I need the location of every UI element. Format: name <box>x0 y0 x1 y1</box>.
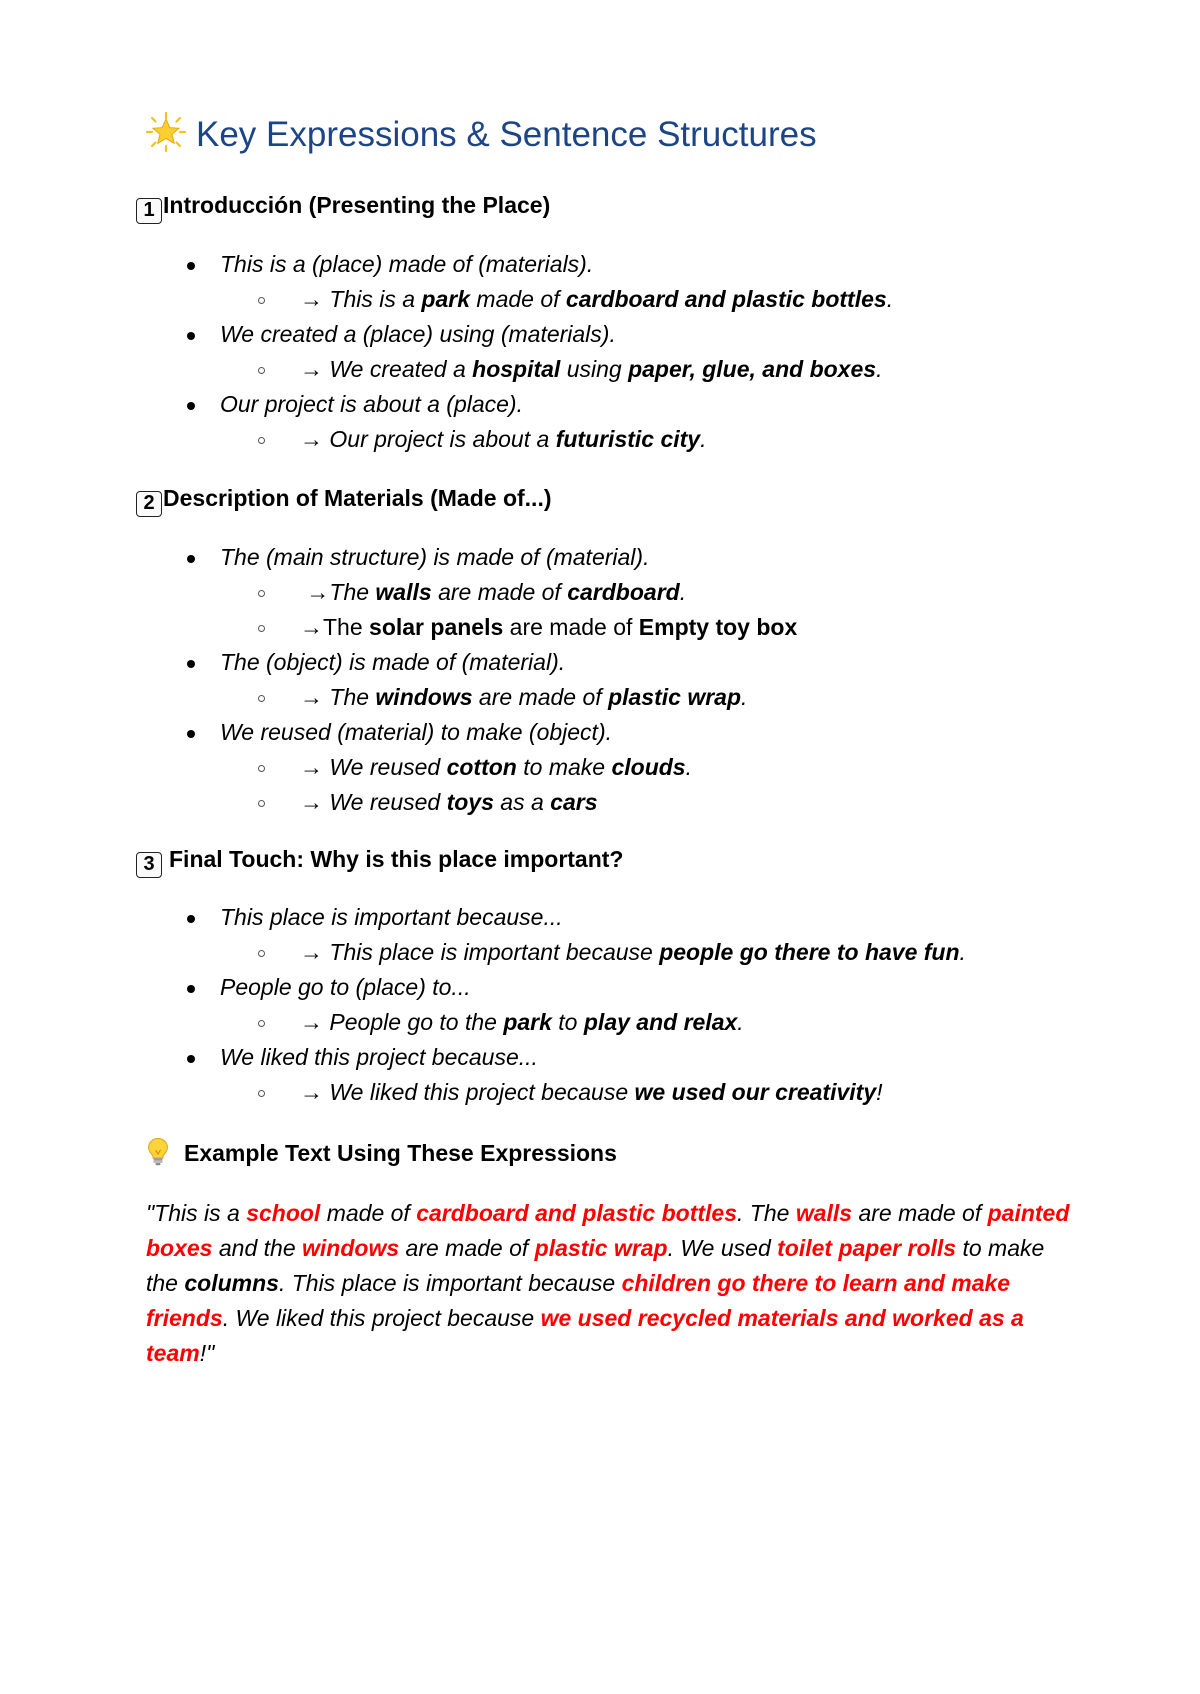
pattern-item: We reused (material) to make (object). <box>0 715 797 750</box>
glowing-star-icon <box>146 112 186 152</box>
example-item: → We reused cotton to make clouds. <box>0 750 797 785</box>
pattern-item: The (object) is made of (material). <box>0 645 797 680</box>
example-item: → We reused toys as a cars <box>0 785 797 820</box>
page-title <box>146 112 817 155</box>
example-heading-text: Example Text Using These Expressions <box>184 1140 617 1166</box>
example-item: → People go to the park to play and relax. <box>0 1005 966 1040</box>
section-list-materials <box>0 540 797 820</box>
section-heading-final-touch <box>136 844 624 878</box>
keycap-digit-icon: 3 <box>136 852 162 878</box>
section-list-final-touch <box>0 900 966 1110</box>
section-heading-text: Description of Materials (Made of...) <box>163 485 552 511</box>
pattern-item: The (main structure) is made of (material). <box>0 540 797 575</box>
example-item: → This is a park made of cardboard and plastic bottles. <box>0 282 893 317</box>
section-heading-materials <box>136 483 552 517</box>
section-heading-introduction <box>136 190 550 224</box>
pattern-item: People go to (place) to... <box>0 970 966 1005</box>
pattern-item: This place is important because... <box>0 900 966 935</box>
example-item: →The solar panels are made of Empty toy box <box>0 610 797 645</box>
section-heading-text: Introducción (Presenting the Place) <box>163 192 551 218</box>
example-item: → The windows are made of plastic wrap. <box>0 680 797 715</box>
pattern-item: We liked this project because... <box>0 1040 966 1075</box>
keycap-digit-icon: 1 <box>136 198 162 224</box>
pattern-item: This is a (place) made of (materials). <box>0 247 893 282</box>
pattern-item: Our project is about a (place). <box>0 387 893 422</box>
example-heading <box>146 1137 617 1168</box>
section-heading-text: Final Touch: Why is this place important? <box>169 846 624 872</box>
example-item: → This place is important because people go there to have fun. <box>0 935 966 970</box>
keycap-digit-icon: 2 <box>136 491 162 517</box>
example-paragraph: "This is a school made of cardboard and plastic bottles. The walls are made of painted boxes and the windows are made of plastic wrap. We used toilet paper rolls to make the columns. This place is important because children go there to learn and make friends. We liked this project because we used recycled materials and worked as a team!" <box>146 1200 1070 1366</box>
pattern-item: We created a (place) using (materials). <box>0 317 893 352</box>
section-list-introduction <box>0 247 893 457</box>
example-item: → We created a hospital using paper, glue, and boxes. <box>0 352 893 387</box>
page-title-text: Key Expressions & Sentence Structures <box>196 115 817 154</box>
example-item: →The walls are made of cardboard. <box>0 575 797 610</box>
light-bulb-icon <box>146 1137 170 1167</box>
example-item: → We liked this project because we used our creativity! <box>0 1075 966 1110</box>
example-item: → Our project is about a futuristic city. <box>0 422 893 457</box>
